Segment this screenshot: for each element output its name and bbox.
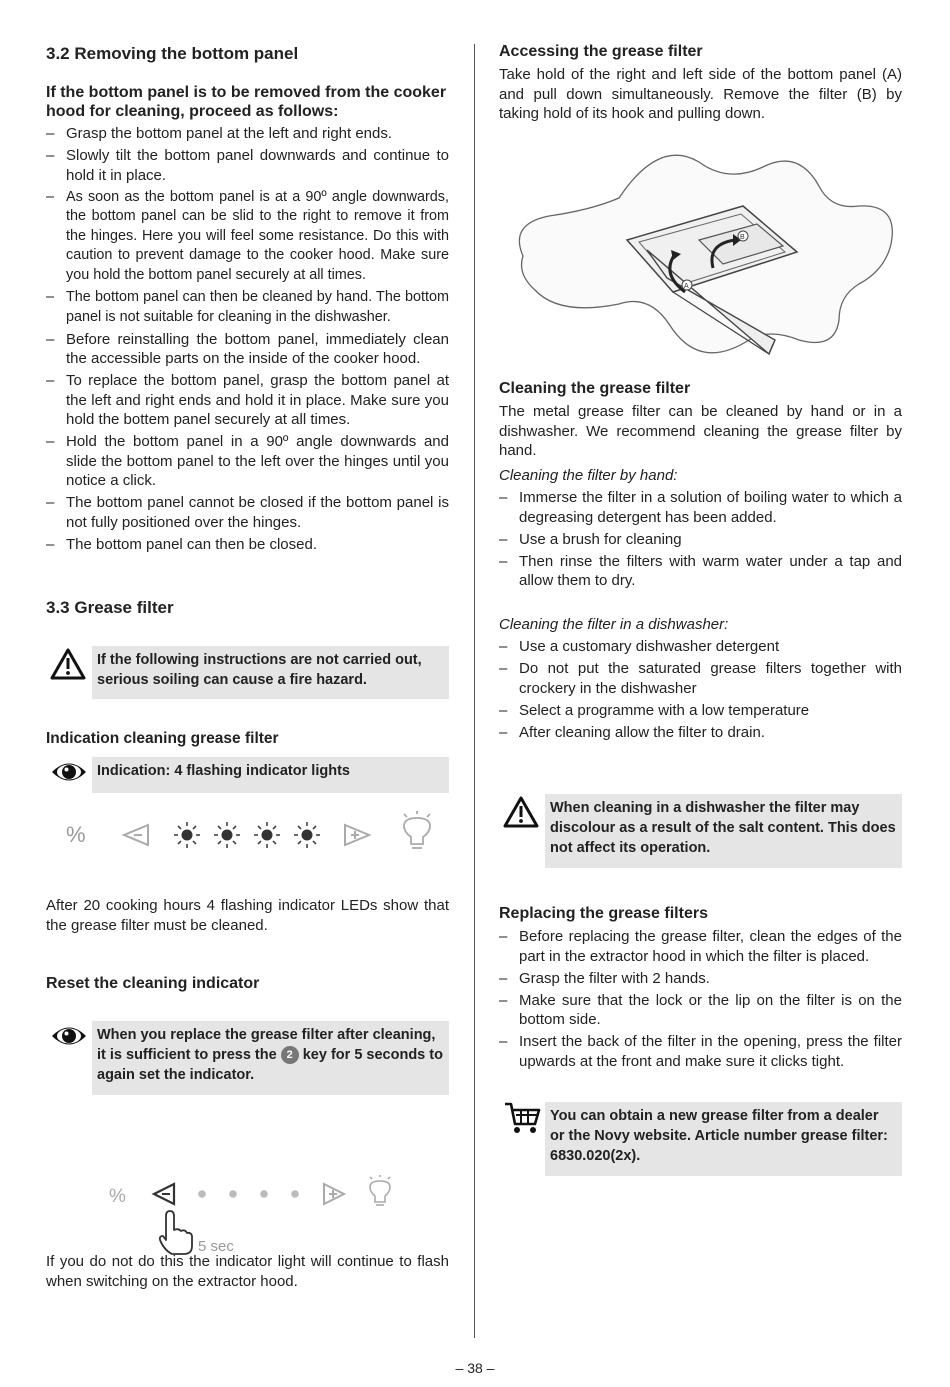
list-item: – Select a programme with a low temperature [499, 701, 902, 721]
led-flashing-1 [174, 822, 200, 848]
control-panel-flashing [46, 810, 449, 850]
section-title-3-2: 3.2 Removing the bottom panel [46, 44, 299, 63]
after-hours-text: After 20 cooking hours 4 flashing indicator LEDs show that the grease filter must be cleaned. [46, 897, 449, 934]
led-off-3 [260, 1190, 268, 1198]
list-item: – Use a customary dishwasher detergent [499, 637, 902, 657]
list-item: – To replace the bottom panel, grasp the bottom panel at the left and right ends and hold it in place. Make sure you hold the bottem panel securely at all times. [46, 371, 449, 430]
warning-icon [503, 796, 539, 833]
dishwasher-steps-list [499, 637, 902, 742]
access-title: Accessing the grease filter [499, 43, 703, 60]
access-text: Take hold of the right and left side of the bottom panel (A) and pull down simultaneously. Remove the filter (B) by taking hold of its hook and pulling down. [499, 66, 902, 123]
led-off-1 [198, 1190, 206, 1198]
indication-note [46, 757, 449, 793]
label-b: B [740, 234, 745, 241]
dishwasher-warning-note [499, 794, 902, 868]
eye-icon [50, 1023, 88, 1054]
warning-icon [50, 648, 86, 685]
led-flashing-4 [294, 822, 320, 848]
column-divider [474, 44, 475, 1338]
fire-warning-note [46, 646, 449, 699]
indication-text: Indication: 4 flashing indicator lights [92, 757, 449, 793]
light-bulb-icon [370, 1175, 390, 1205]
list-item: – Before reinstalling the bottom panel, immediately clean the accessible parts on the inside of the cooker hood. [46, 330, 449, 369]
list-item: – Grasp the filter with 2 hands. [499, 969, 902, 989]
list-item: – Before replacing the grease filter, clean the edges of the part in the extractor hood in which the filter is placed. [499, 927, 902, 966]
list-item: – After cleaning allow the filter to drain. [499, 723, 902, 743]
warning-text: If the following instructions are not carried out, serious soiling can cause a fire hazard. [92, 646, 449, 699]
list-item: – Then rinse the filters with warm water under a tap and allow them to dry. [499, 552, 902, 591]
final-text: If you do not do this the indicator light will continue to flash when switching on the extractor hood. [46, 1253, 449, 1290]
percent-icon: % [109, 1186, 126, 1207]
list-item: – The bottom panel can then be closed. [46, 535, 449, 555]
clean-text: The metal grease filter can be cleaned by hand or in a dishwasher. We recommend cleaning the grease filter by hand. [499, 403, 902, 460]
clean-title: Cleaning the grease filter [499, 380, 691, 397]
indication-title: Indication cleaning grease filter [46, 730, 279, 747]
reset-text [92, 1021, 449, 1095]
purchase-text: You can obtain a new grease filter from a dealer or the Novy website. Article number grease filter: 6830.020(2x). [545, 1102, 902, 1176]
label-a: A [684, 283, 689, 290]
replace-steps-list [499, 927, 902, 1071]
reset-title: Reset the cleaning indicator [46, 975, 260, 992]
list-item: – Insert the back of the filter in the opening, press the filter upwards at the front and make sure it clicks tight. [499, 1032, 902, 1071]
list-item: – The bottom panel cannot be closed if the bottom panel is not fully positioned over the hinges. [46, 493, 449, 532]
control-panel-reset [46, 1174, 449, 1264]
hold-duration-label: 5 sec [198, 1238, 234, 1255]
reset-note [46, 1021, 449, 1095]
list-item: – Grasp the bottom panel at the left and right ends. [46, 124, 449, 144]
section-title-3-3: 3.3 Grease filter [46, 598, 174, 617]
led-flashing-2 [214, 822, 240, 848]
hood-illustration [499, 144, 902, 366]
replace-title: Replacing the grease filters [499, 905, 708, 922]
dishwasher-warning-text: When cleaning in a dishwasher the filter may discolour as a result of the salt content. This does not affect its operation. [545, 794, 902, 868]
light-bulb-icon [404, 811, 430, 848]
purchase-note [499, 1102, 902, 1176]
shopping-cart-icon [503, 1100, 541, 1141]
list-item: – Use a brush for cleaning [499, 530, 902, 550]
led-off-4 [291, 1190, 299, 1198]
led-flashing-3 [254, 822, 280, 848]
list-item: – Hold the bottom panel in a 90º angle downwards and slide the bottom panel to the left over the hinges until you notice a click. [46, 432, 449, 491]
removal-steps-list [46, 124, 449, 555]
key-2-badge: 2 [281, 1046, 299, 1064]
list-item: – Immerse the filter in a solution of boiling water to which a degreasing detergent has been added. [499, 488, 902, 527]
pointing-hand-icon [160, 1211, 192, 1254]
list-item: – As soon as the bottom panel is at a 90º angle downwards, the bottom panel can be slid to the right to remove it from the hinges. Here you will feel some resistance. Do this with caution to prevent damage to the cooker hood. Make sure you hold the bottom panel securely at all times. [46, 188, 449, 286]
list-item: – Do not put the saturated grease filters together with crockery in the dishwasher [499, 659, 902, 698]
list-item: – Make sure that the lock or the lip on the filter is on the bottom side. [499, 991, 902, 1030]
hand-title: Cleaning the filter by hand: [499, 467, 678, 484]
hand-steps-list [499, 488, 902, 591]
reset-text-a: When you replace the grease filter after cleaning, it is sufficient to press the [97, 1027, 436, 1063]
reset-text-b: key for 5 seconds to again set the indicator. [97, 1046, 443, 1083]
led-off-2 [229, 1190, 237, 1198]
page-number: – 38 – [455, 1360, 495, 1376]
section-3-2-intro: If the bottom panel is to be removed from the cooker hood for cleaning, proceed as follows: [46, 84, 447, 120]
percent-icon: % [66, 822, 86, 847]
eye-icon [50, 759, 88, 790]
list-item: – The bottom panel can then be cleaned by hand. The bottom panel is not suitable for cleaning in the dishwasher. [46, 288, 449, 327]
dishwasher-title: Cleaning the filter in a dishwasher: [499, 616, 729, 633]
list-item: – Slowly tilt the bottom panel downwards and continue to hold it in place. [46, 146, 449, 185]
